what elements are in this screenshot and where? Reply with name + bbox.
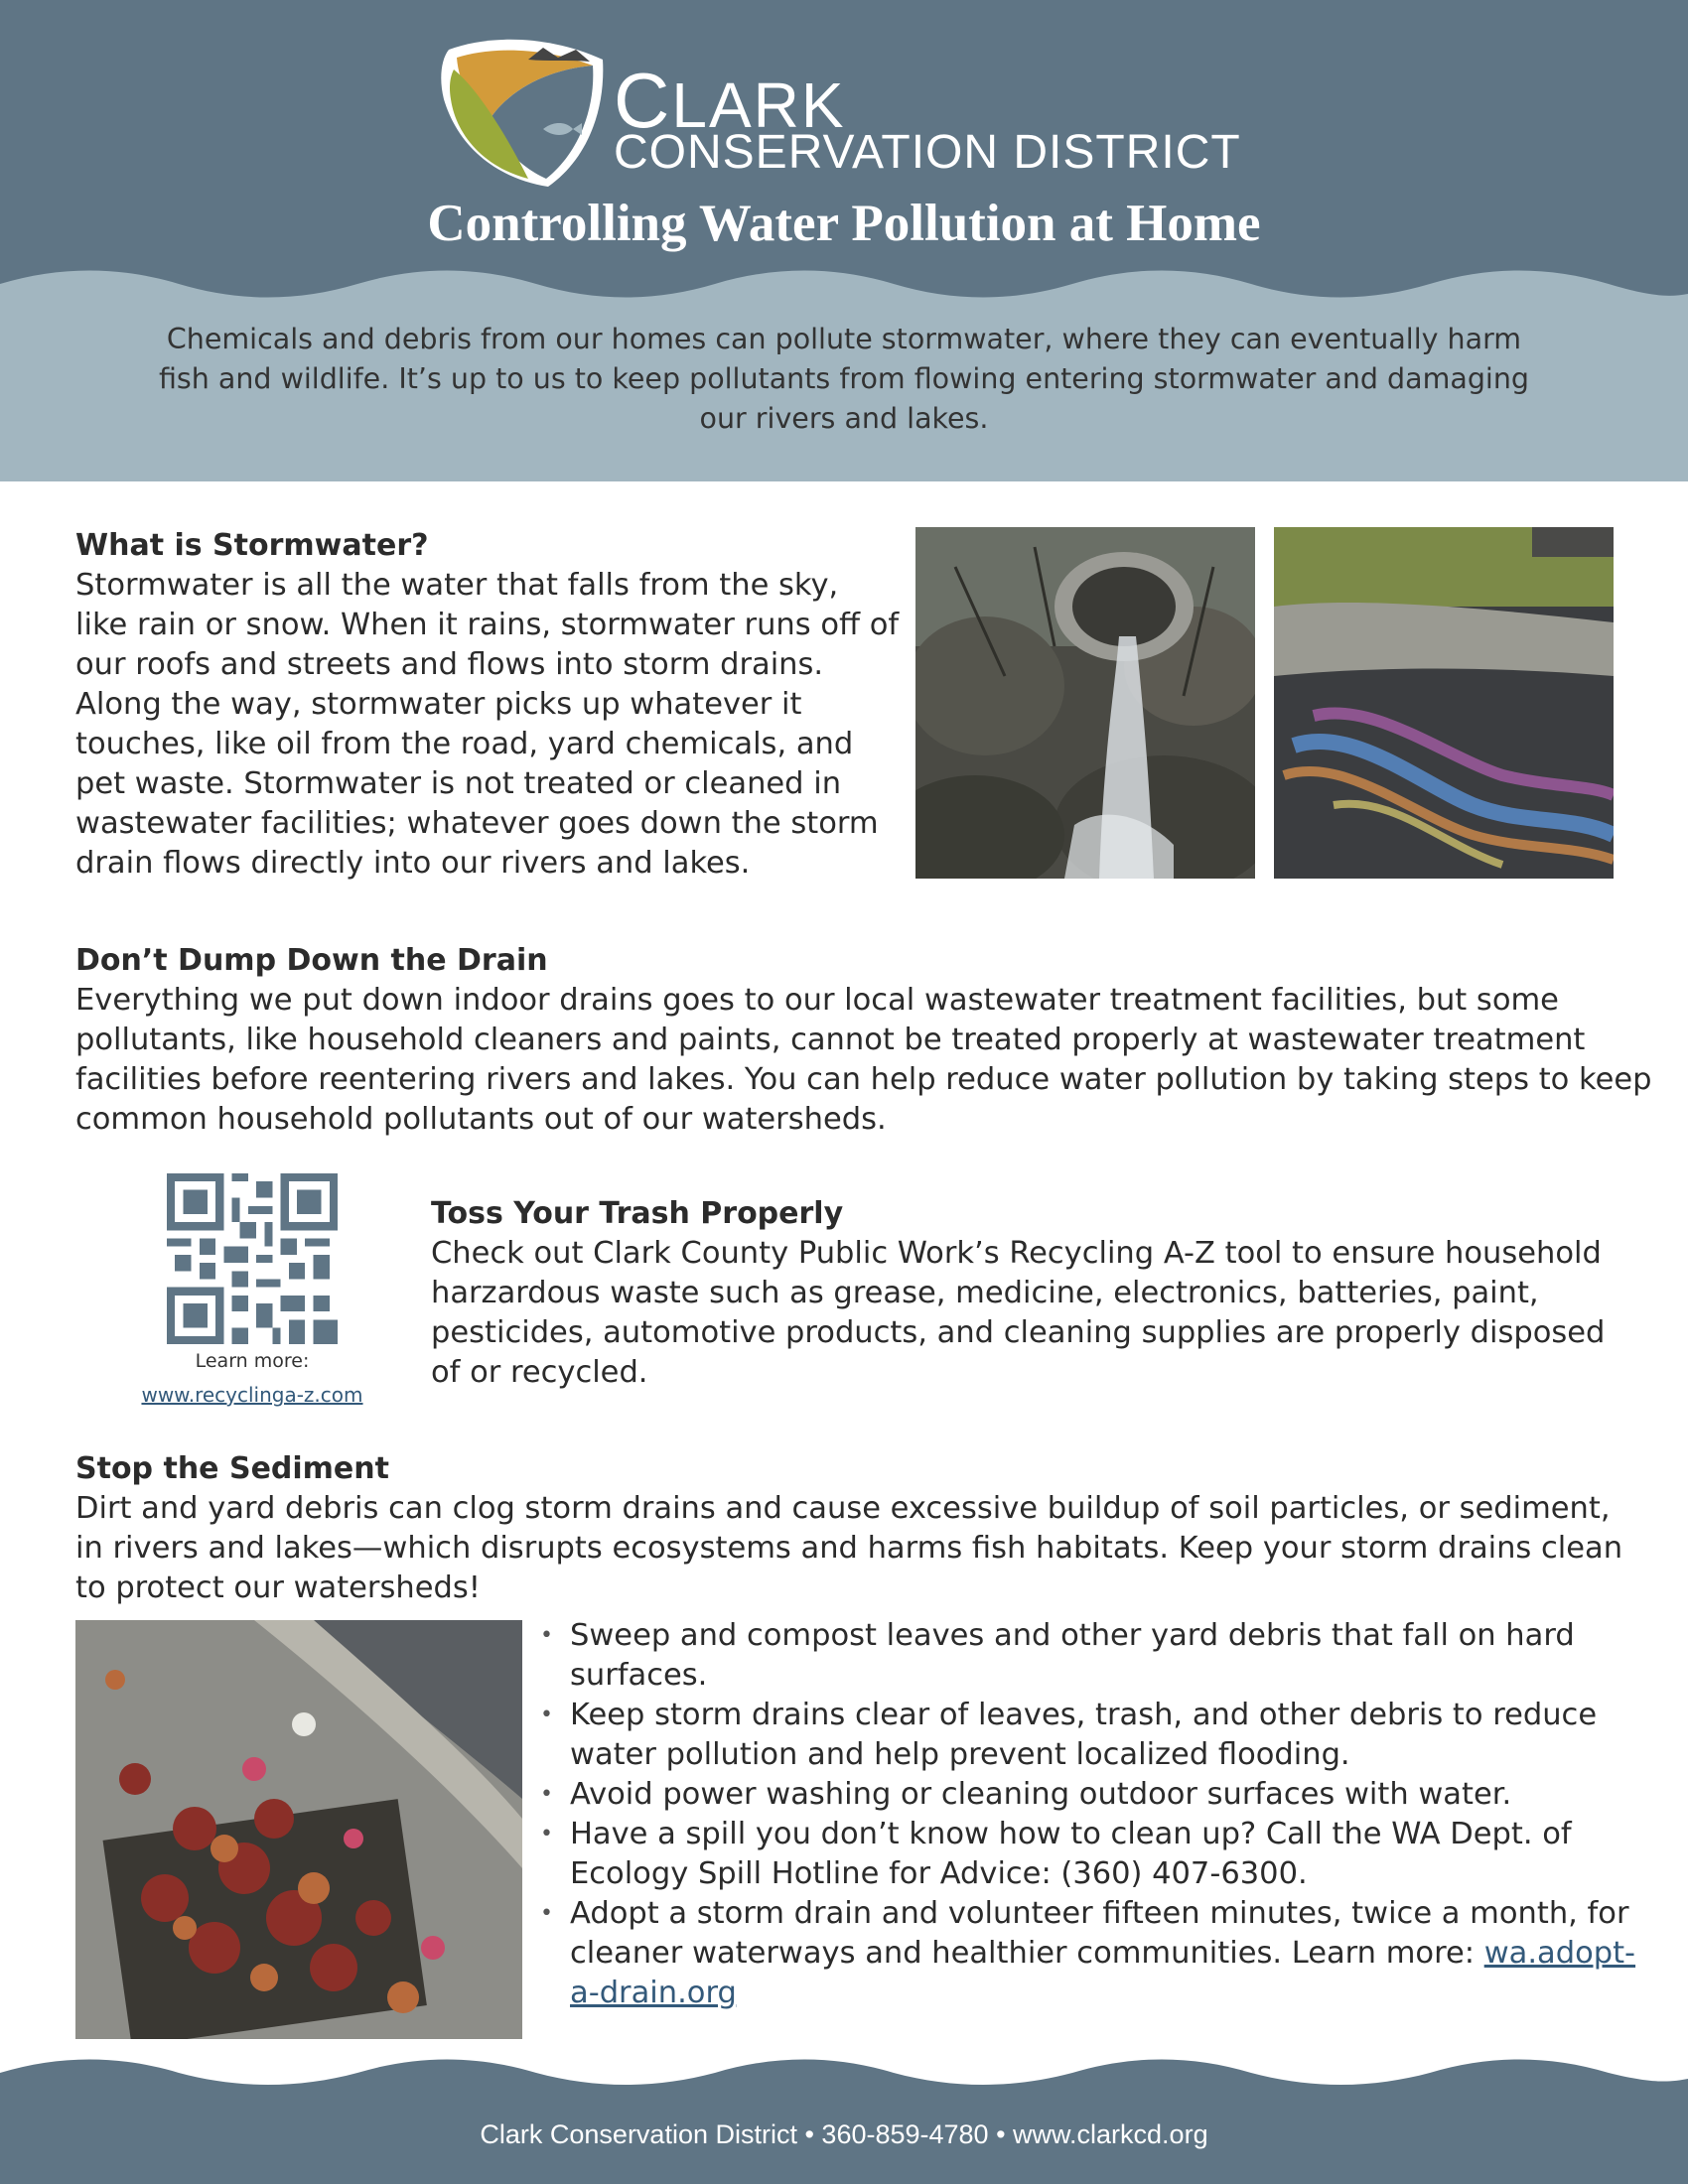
list-item: • Keep storm drains clear of leaves, trash, and other debris to reduce water pollution and help prevent localized flooding. (536, 1696, 1648, 1775)
org-name-district: CONSERVATION DISTRICT (614, 126, 1241, 179)
intro-text: Chemicals and debris from our homes can pollute stormwater, where they can eventually harm fish and wildlife. It’s up to us to keep pollutants from flowing entering stormwater and damaging our rivers and lakes. (158, 323, 1530, 435)
list-item: • Have a spill you don’t know how to clean up? Call the WA Dept. of Ecology Spill Hotline for Advice: (360) 407-6300. (536, 1815, 1648, 1894)
leaves-storm-drain-photo (75, 1620, 522, 2039)
oil-sheen-street-photo (1274, 527, 1614, 879)
list-item (536, 1894, 1648, 2013)
adopt-a-drain-link[interactable]: wa.adopt-a-drain.org (570, 1936, 1636, 2010)
sediment-body: Dirt and yard debris can clog storm drains and cause excessive buildup of soil particles, or sediment, in rivers and lakes—which disrupts ecosystems and harms fish habitats. Keep your storm drains clean to protect our watersheds! (75, 1491, 1623, 1605)
stormwater-body: Stormwater is all the water that falls from the sky, like rain or snow. When it rains, stormwater runs off of our roofs and streets and flows into storm drains. Along the way, stormwater picks up whatever it touches, like oil from the road, yard chemicals, and pet waste. Stormwater is not treated or cleaned in wastewater facilities; whatever goes down the storm drain flows directly into our rivers and lakes. (75, 568, 900, 881)
trash-body: Check out Clark County Public Work’s Recycling A-Z tool to ensure household harzardous waste such as grease, medicine, electronics, batteries, paint, pesticides, automotive products, and cleaning supplies are properly disposed of or recycled. (431, 1236, 1606, 1390)
recycling-az-link[interactable]: www.recyclinga-z.com (141, 1383, 363, 1407)
culvert-waterfall-photo (915, 527, 1255, 879)
sediment-tips-list (536, 1616, 1648, 2013)
stormwater-heading: What is Stormwater? (75, 528, 429, 563)
footer-contact-text: Clark Conservation District • 360-859-4780 • www.clarkcd.org (480, 2119, 1208, 2149)
list-item: • Sweep and compost leaves and other yard debris that fall on hard surfaces. (536, 1616, 1648, 1696)
qr-learn-more-label: Learn more: (195, 1350, 310, 1372)
footer-wave-divider (0, 2053, 1688, 2089)
adopt-drain-text: Adopt a storm drain and volunteer fifteen minutes, twice a month, for cleaner waterways and healthier communities. Learn more: (570, 1896, 1629, 1971)
sediment-heading: Stop the Sediment (75, 1451, 389, 1486)
recycling-qr-code-icon[interactable] (167, 1173, 338, 1344)
drain-heading: Don’t Dump Down the Drain (75, 943, 548, 978)
trash-heading: Toss Your Trash Properly (431, 1196, 844, 1231)
drain-body: Everything we put down indoor drains goes to our local wastewater treatment facilities, but some pollutants, like household cleaners and paints, cannot be treated properly at wastewater treatment facilities before reentering rivers and lakes. You can help reduce water pollution by taking steps to keep common household pollutants out of our watersheds. (75, 983, 1652, 1137)
page-title: Controlling Water Pollution at Home (427, 195, 1261, 252)
leaf-fish-logo-icon (429, 30, 610, 189)
org-name-clark: CLARK (614, 57, 846, 144)
list-item: • Avoid power washing or cleaning outdoor surfaces with water. (536, 1775, 1648, 1815)
